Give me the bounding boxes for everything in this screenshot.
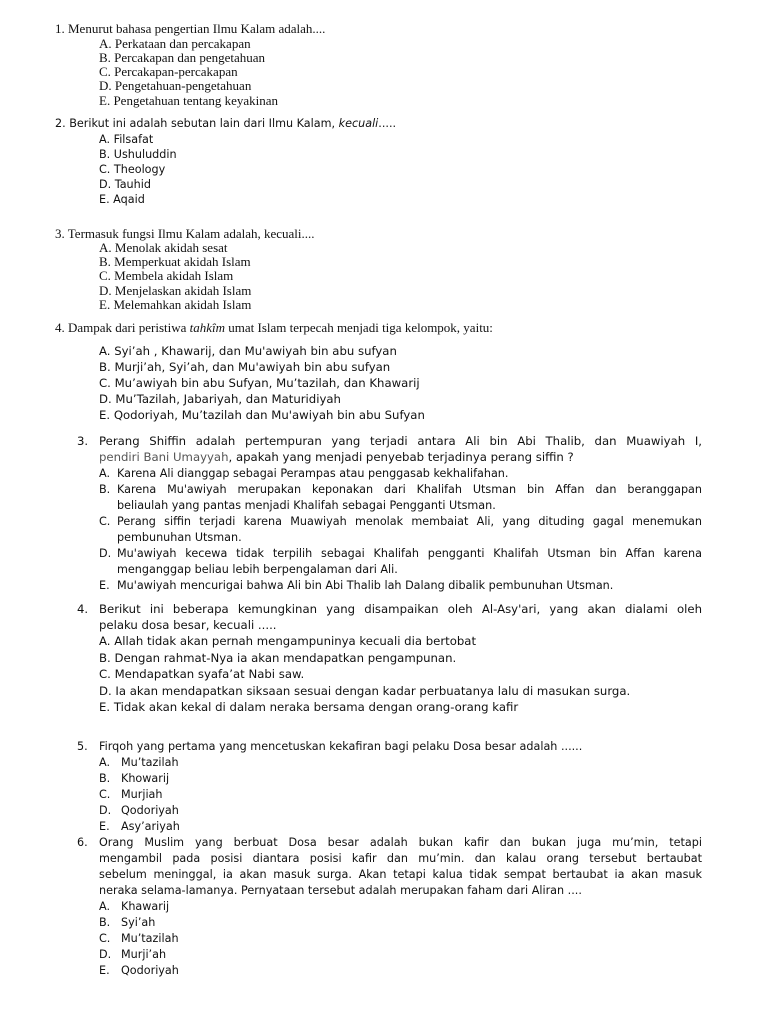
q5-option-b-line-2: beliaulah yang pantas menjadi Khalifah sebagai Pengganti Utsman. [117,499,496,512]
q5-option-a-letter: A. [99,467,111,480]
q3-option-a: A. Menolak akidah sesat [99,240,228,255]
q6-option-c: C. Mendapatkan syafa’at Nabi saw. [99,667,305,681]
question-5-number: 3. [77,434,89,448]
q8-option-b-letter: B. [99,916,111,929]
q6-option-b: B. Dengan rahmat-Nya ia akan mendapatkan pengampunan. [99,651,457,665]
q8-option-e-letter: E. [99,964,110,977]
q5-option-c-line-2: pembunuhan Utsman. [117,531,242,544]
question-8-line-4: neraka selama-lamanya. Pernyataan tersebut adalah merupakan faham dari Aliran .... [99,884,582,897]
q7-option-e-letter: E. [99,820,110,833]
q4-option-d: D. Mu’Tazilah, Jabariyah, dan Maturidiyah [99,392,341,406]
q7-option-b-letter: B. [99,772,111,785]
q8-option-a: Khawarij [121,900,170,913]
q6-option-a: A. Allah tidak akan pernah mengampuninya kecuali dia bertobat [99,634,477,648]
q5-option-b-letter: B. [99,483,111,496]
q2-option-e: E. Aqaid [99,193,145,206]
q4-text-main: 4. Dampak dari peristiwa [55,320,190,335]
question-8-number: 6. [77,836,88,849]
q6-option-e: E. Tidak akan kekal di dalam neraka bersama dengan orang-orang kafir [99,700,519,714]
q8-option-b: Syi’ah [121,916,156,929]
q8-option-e: Qodoriyah [121,964,179,977]
q2-option-b: B. Ushuluddin [99,148,177,161]
q5-option-d-line-2: menganggap beliau lebih berpengalaman dari Ali. [117,563,398,576]
q3-option-d: D. Menjelaskan akidah Islam [99,283,252,298]
q4-text-end: umat Islam terpecah menjadi tiga kelompok, yaitu: [225,320,493,335]
q3-option-b: B. Memperkuat akidah Islam [99,254,251,269]
q7-option-d-letter: D. [99,804,112,817]
q8-option-c-letter: C. [99,932,111,945]
q7-option-b: Khowarij [121,772,170,785]
q8-option-d: Murji’ah [121,948,167,961]
q2-option-d: D. Tauhid [99,178,151,191]
q4-option-a: A. Syi’ah , Khawarij, dan Mu'awiyah bin abu sufyan [99,344,397,358]
q4-option-e: E. Qodoriyah, Mu’tazilah dan Mu'awiyah bin abu Sufyan [99,408,425,422]
q7-option-e: Asy’ariyah [121,820,180,833]
q8-option-d-letter: D. [99,948,112,961]
q7-option-c-letter: C. [99,788,111,801]
q2-text-main: 2. Berikut ini adalah sebutan lain dari Ilmu Kalam, [55,117,339,130]
q5-option-a: Karena Ali dianggap sebagai Perampas atau penggasab kekhalifahan. [117,467,509,480]
q8-option-a-letter: A. [99,900,111,913]
question-8-line-2: mengambil pada posisi diantara posisi kafir dan mu’min. dan kalau orang tersebut bertaubat [99,852,702,865]
q7-option-a-letter: A. [99,756,111,769]
q1-option-b: B. Percakapan dan pengetahuan [99,50,266,65]
q5-bani-umayyah: pendiri Bani Umayyah [99,450,229,464]
q7-option-d: Qodoriyah [121,804,179,817]
question-2-text [55,117,396,130]
question-6-line-2: pelaku dosa besar, kecuali ..... [99,618,277,632]
q5-option-b-line-1: Karena Mu'awiyah merupakan keponakan dari Khalifah Utsman bin Affan dan beranggapan [117,483,702,496]
question-3-text: 3. Termasuk fungsi Ilmu Kalam adalah, kecuali.... [55,226,315,241]
q3-option-e: E. Melemahkan akidah Islam [99,297,252,312]
question-6-number: 4. [77,602,89,616]
question-7-text: Firqoh yang pertama yang mencetuskan kekafiran bagi pelaku Dosa besar adalah ...... [99,740,583,753]
q1-option-d: D. Pengetahuan-pengetahuan [99,78,252,93]
q7-option-c: Murjiah [121,788,163,801]
q5-text-end: , apakah yang menjadi penyebab terjadinya perang siffin ? [228,450,574,464]
q5-option-d-letter: D. [99,547,112,560]
question-8-line-3: sebelum meninggal, ia akan masuk surga. Akan tetapi kalua tidak sempat bertaubat ia akan masuk [99,868,702,881]
q3-option-c: C. Membela akidah Islam [99,268,234,283]
q2-text-italic: kecuali [338,117,379,130]
q5-option-e: Mu'awiyah mencurigai bahwa Ali bin Abi Thalib lah Dalang dibalik pembunuhan Utsman. [117,579,614,592]
question-6-line-1: Berikut ini beberapa kemungkinan yang disampaikan oleh Al-Asy'ari, yang akan dialami oleh [99,602,702,616]
question-5-line-2 [99,450,574,464]
q5-option-c-letter: C. [99,515,111,528]
q1-option-e: E. Pengetahuan tentang keyakinan [99,93,279,108]
question-8-line-1: Orang Muslim yang berbuat Dosa besar adalah bukan kafir dan bukan juga mu’min, tetapi [99,836,702,849]
question-4-text [55,320,493,336]
q2-option-c: C. Theology [99,163,166,176]
question-5-line-1: Perang Shiffin adalah pertempuran yang terjadi antara Ali bin Abi Thalib, dan Muawiyah I, [99,434,702,448]
q5-option-e-letter: E. [99,579,110,592]
q5-option-c-line-1: Perang siffin terjadi karena Muawiyah menolak membaiat Ali, yang dituding gagal menemukan [117,515,702,528]
q5-option-d-line-1: Mu'awiyah kecewa tidak terpilih sebagai Khalifah pengganti Khalifah Utsman bin Affan karena [117,547,702,560]
q4-option-c: C. Mu’awiyah bin abu Sufyan, Mu’tazilah, dan Khawarij [99,376,420,390]
q4-text-italic: tahkîm [189,320,226,335]
q2-text-end: ..... [378,117,397,130]
q8-option-c: Mu’tazilah [121,932,179,945]
q1-option-c: C. Percakapan-percakapan [99,64,238,79]
q1-option-a: A. Perkataan dan percakapan [99,36,251,51]
q4-option-b: B. Murji’ah, Syi’ah, dan Mu'awiyah bin abu sufyan [99,360,391,374]
question-7-number: 5. [77,740,88,753]
q2-option-a: A. Filsafat [99,133,154,146]
question-1-text: 1. Menurut bahasa pengertian Ilmu Kalam adalah.... [55,21,326,36]
q7-option-a: Mu’tazilah [121,756,179,769]
q6-option-d: D. Ia akan mendapatkan siksaan sesuai dengan kadar perbuatanya lalu di masukan surga. [99,684,631,698]
